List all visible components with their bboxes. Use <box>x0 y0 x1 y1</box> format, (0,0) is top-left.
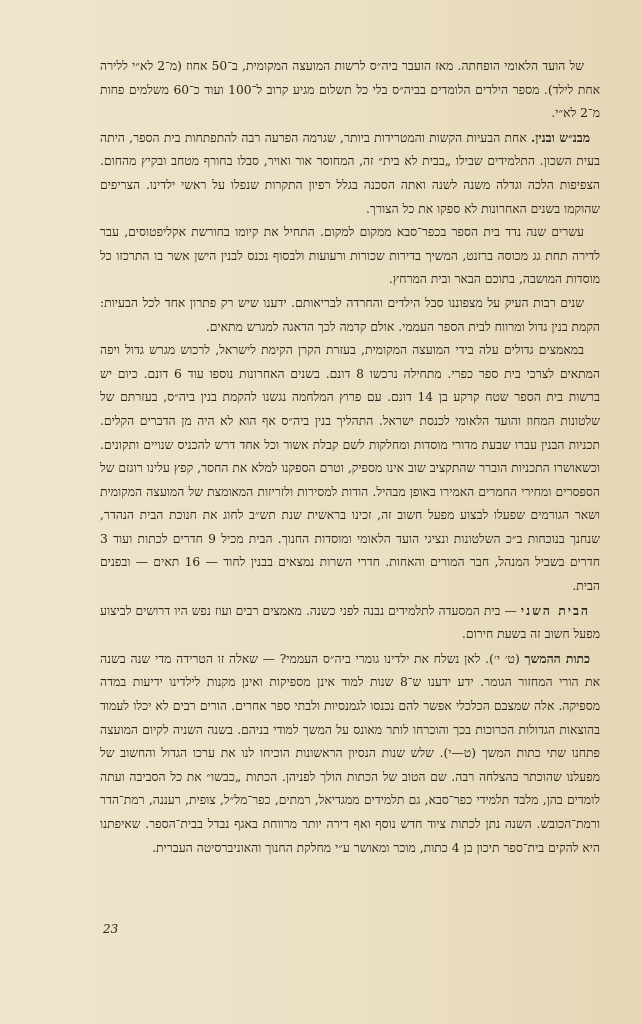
paragraph-5 <box>100 339 600 599</box>
paragraph-6-heading: הבית השני <box>520 602 590 618</box>
paragraph-6 <box>100 599 600 647</box>
paragraph-1-text: של הועד הלאומי הופחתה. מאז הועבר ביה״ס לרשות המועצה המקומית, ב־50 אחוז (מ־2 לא״י ללירה אחת לילד). מספר הילדים הלומדים בביה״ס בלי כל תשלום מגיע קרוב ל־100 ועוד כ־60 משלמים פחות מ־2 לא״י. <box>100 59 600 121</box>
body-text <box>100 55 600 860</box>
paragraph-6-text: — בית המסעדה לתלמידים נבנה לפני כשנה. מאמצים רבים ועוז נפש היו דרושים לביצוע מפעל חשוב זה בשעת חירום. <box>100 603 600 642</box>
paragraph-2 <box>100 126 600 221</box>
paragraph-5-text: במאמצים גדולים עלה בידי המועצה המקומית, בעזרת הקרן הקימת לישראל, לרכוש מגרש גדול ויפה המתאים לצרכי בית ספר כפרי. מתחילה נרכשו 8 דונם. בשנים האחרונות נוספו עוד 6 דונם. כיום יש ברשות בית הספר שטח קרקע בן 14 דונם. עם פרוץ המלחמה נגשנו להקמת בנין ביה״ס, בעזרתם של שלטונות המחוז והועד הלאומי לכנסת ישראל. התהליך בנין ביה״ס אף הוא לא היה מן הדברים הקלים. תכניות הבנין עברו שבעת מדורי מוסדות ומחלקות לשם קבלת אשור וכל אחד דרש להכניס שנויים ותקונים. וכשאושרו התכניות הוברר שהתקציב שוב אינו מספיק, וטרם הספקנו למלא את החסר, קפץ עלינו רוגזם של הספסרים ומחירי החמרים האמירו באופן מבהיל. הודות למסירות ולזריזות המאומצת של המועצה המקומית ושאר הגורמים שפעלו לבצוע מפעל חשוב זה, זכינו בראשית שנת תש״ב לחוג את חנוכת הבית הנהדר, שנחנך בנוכחות ב״כ השלטונות ונציגי הועד הלאומי ומוסדות החנוך. הבית מכיל 9 חדרים לכתות ועוד 3 חדרים בשביל המנהל, חבר המורים והאחות. חדרי השרות נמצאים בבנין לחוד — 16 תאים — ובפנים הבית. <box>100 343 601 594</box>
paragraph-4-text: שנים רבות העיק על מצפוננו סבל הילדים והחרדה לבריאותם. ידענו שיש רק פתרון אחד לכל הבעיות: הקמת בנין גדול ומרווח לבית הספר העממי. אולם קדמה לכך הדאגה למגרש מתאים. <box>100 295 600 334</box>
paragraph-3 <box>100 221 600 292</box>
paragraph-2-heading: מבנ״ש ובנין. <box>531 129 590 145</box>
paragraph-1 <box>100 55 600 126</box>
paragraph-3-text: עשרים שנה נדד בית הספר בכפר־סבא ממקום למקום. התחיל את קיומו בחורשת אקליפטוסים, עבר לדירה תחת גג מכוסה ברזנט, המשיך בדירות שכורות ורעועות ולבסוף נכנס לבנין הישן אשר בו התרכזו כל מוסדות המושבה, בתוכם הבאר ובית המרחץ. <box>100 225 600 287</box>
paragraph-7-text: (ט׳ י׳). לאן נשלח את ילדינו גומרי ביה״ס העממי? — שאלה זו הטרידה מדי שנה בשנה את הורי המחזור הגומר. ידע ידענו ש־8 שנות למוד אינן מספיקות ואינן מקנות לילדינו ידיעות במדה מספיקה. אלה שמצבם הכלכלי אפשר להם נכנסו לגמנסיות ולבתי ספר אחרים. הורים רבים לא יכלו לעמוד בהוצאות הגדולות הכרוכות בכך והוכרחו לותר מאונס על המשך למודי בניהם. בשנה השניה לקיום המועצה פתחנו שתי כתות המשך (ט—י). שלש שנות הנסיון הראשונות הוכיחו לנו את ערכו הגדול והחשוב של מפעלנו שהוכתר בהצלחה רבה. שם הטוב של הכתות הולך לפניהן. הכתות „כבשו״ את כל הסביבה ועתה לומדים בהן, מלבד תלמידי כפר־סבא, גם תלמידים ממגדיאל, רמתים, כפר־מל״ל, צופית, רעננה, רמת־הדר ורמת־הכובש. השנה נתן לכתות ציוד חדש נוסף ואף דירה יותר מרווחת באגף נבדל בבית־הספר. שאיפתנו היא להקים בית־ספר תיכון בן 4 כתות, מוכר ומאושר ע״י מחלקת החנוך והאוניברסיטה העברית. <box>100 651 600 855</box>
paragraph-4 <box>100 292 600 339</box>
paragraph-7-heading: כתות ההמשך <box>524 650 590 666</box>
paragraph-7 <box>100 647 600 860</box>
page-number: 23 <box>103 922 119 936</box>
paragraph-2-text: אחת הבעיות הקשות והמטרידות ביותר, שגרמה הפרעה רבה להתפתחות בית הספר, היתה בעית השכון. התלמידים שבילו „בבית לא בית״ זה, המחוסר אור ואויר, סבלו בחורף מטחב ובקיץ מהחום. הצפיפות הלכה וגדלה משנה לשנה ואתה הסכנה בגלל רפיון התקרות שנפלו על ראשי ילדינו. הצריפים שהוקמו בשנים האחרונות לא ספקו את כל הצורך. <box>100 130 600 216</box>
